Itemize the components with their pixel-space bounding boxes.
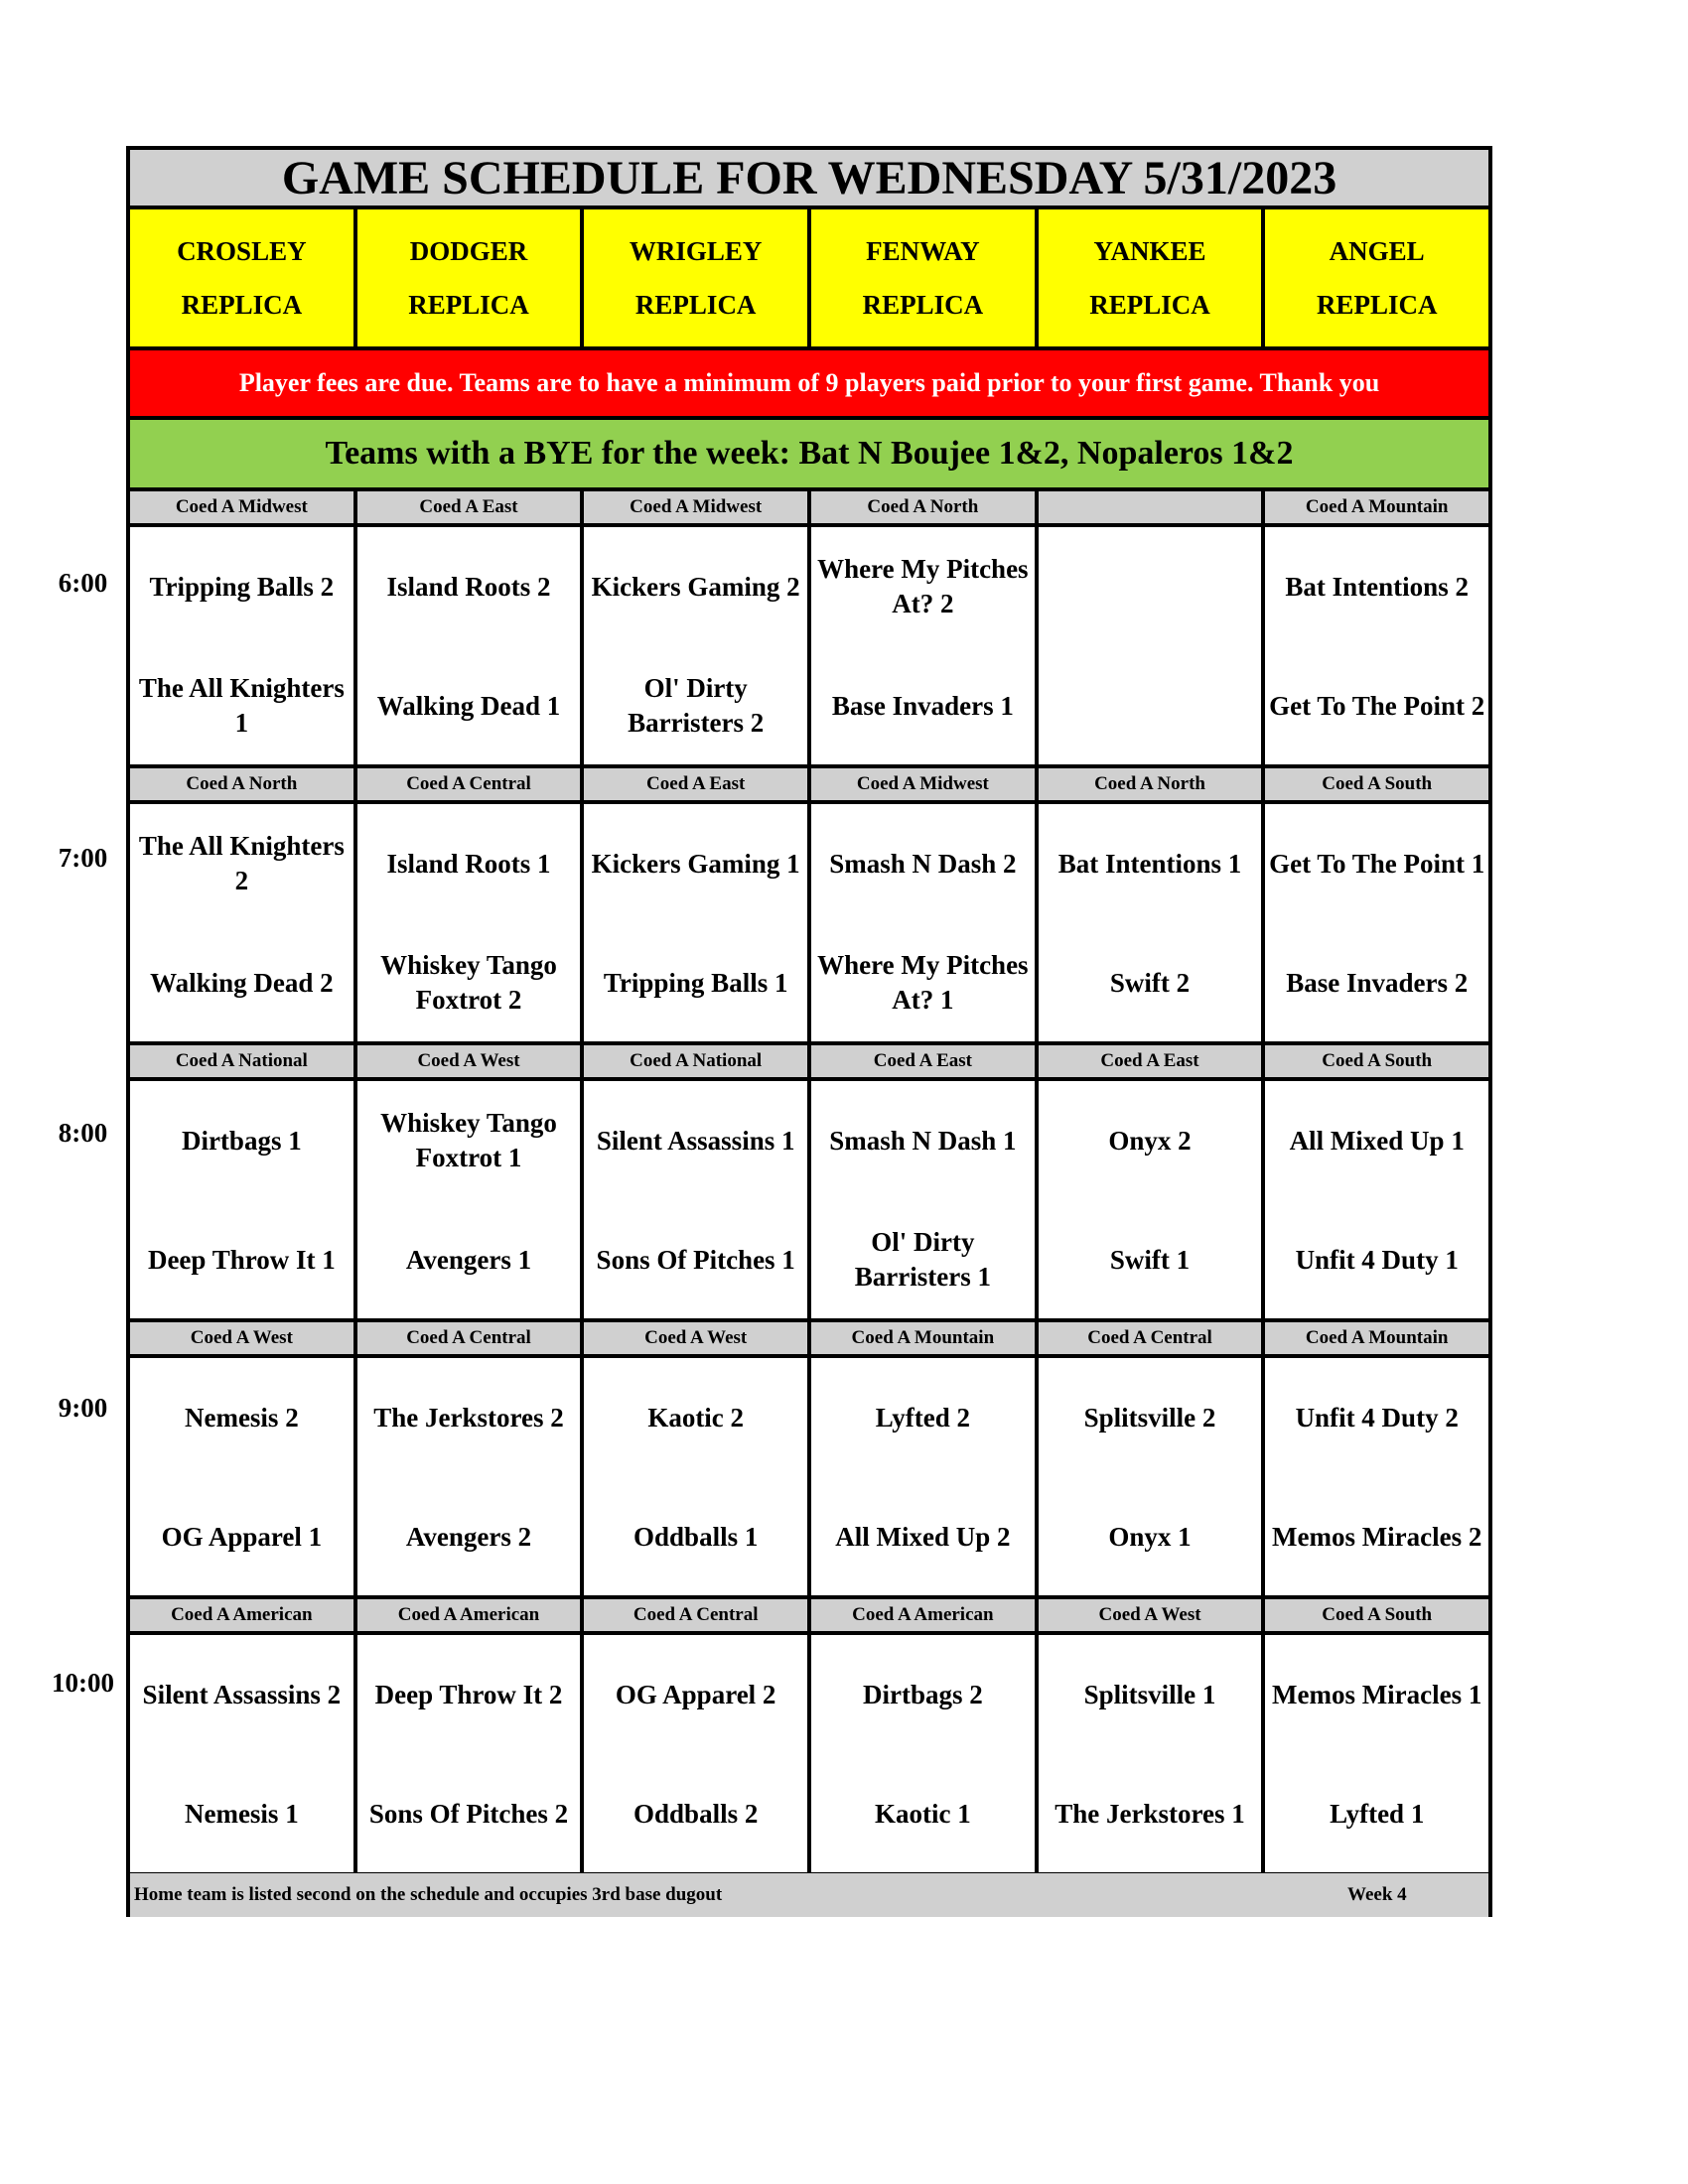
time-label-8-00: 8:00 [58, 1118, 108, 1148]
game-cell [811, 1358, 1039, 1595]
division-row [130, 1322, 1488, 1358]
division-row [130, 1045, 1488, 1081]
game-cell [584, 1635, 811, 1872]
away-team: Deep Throw It 2 [374, 1679, 563, 1709]
division-label: Coed A Midwest [811, 768, 1039, 800]
away-team: Lyfted 2 [875, 1402, 970, 1433]
division-label: Coed A West [357, 1045, 585, 1077]
division-label: Coed A American [811, 1599, 1039, 1631]
home-team: Get To The Point 2 [1269, 690, 1485, 721]
division-label: Coed A East [357, 491, 585, 523]
game-cell [584, 527, 811, 764]
division-label: Coed A North [811, 491, 1039, 523]
home-team: Walking Dead 2 [150, 967, 334, 998]
field-type: REPLICA [181, 290, 303, 320]
home-team: Swift 1 [1109, 1244, 1191, 1275]
schedule-title: GAME SCHEDULE FOR WEDNESDAY 5/31/2023 [130, 150, 1488, 209]
home-team: Where My Pitches At? 1 [817, 950, 1029, 1015]
division-label: Coed A Midwest [584, 491, 811, 523]
game-cell [584, 1081, 811, 1318]
game-cell [1265, 527, 1488, 764]
away-team: Nemesis 2 [184, 1402, 299, 1433]
game-cell [130, 804, 357, 1041]
division-label: Coed A Central [357, 1322, 585, 1354]
field-type: REPLICA [862, 290, 984, 320]
game-cell [584, 804, 811, 1041]
home-team: Ol' Dirty Barristers 1 [854, 1227, 991, 1292]
field-name: WRIGLEY [629, 236, 763, 266]
away-team: Get To The Point 1 [1269, 848, 1485, 879]
division-label: Coed A Central [357, 768, 585, 800]
away-team [1039, 527, 1262, 646]
away-team: Bat Intentions 2 [1285, 571, 1469, 602]
away-team: The Jerkstores 2 [373, 1402, 564, 1433]
field-header-row [130, 209, 1488, 350]
home-team: Oddballs 2 [633, 1798, 759, 1829]
away-team: Kickers Gaming 1 [591, 848, 800, 879]
field-dodger [357, 209, 585, 346]
division-label: Coed A Midwest [130, 491, 357, 523]
division-label: Coed A South [1265, 768, 1488, 800]
away-team: OG Apparel 2 [615, 1679, 776, 1709]
games-row [130, 527, 1488, 768]
game-cell [1265, 804, 1488, 1041]
games-row [130, 804, 1488, 1045]
away-team: Bat Intentions 1 [1057, 848, 1242, 879]
division-label: Coed A Central [1039, 1322, 1266, 1354]
home-team: Lyfted 1 [1330, 1798, 1425, 1829]
time-label-6-00: 6:00 [58, 568, 108, 598]
division-label: Coed A West [1039, 1599, 1266, 1631]
division-label: Coed A South [1265, 1045, 1488, 1077]
away-team: Silent Assassins 2 [142, 1679, 342, 1709]
field-name: FENWAY [866, 236, 980, 266]
away-team: Smash N Dash 2 [829, 848, 1017, 879]
home-team: Base Invaders 1 [831, 690, 1014, 721]
game-cell [1039, 1635, 1266, 1872]
division-label [1039, 491, 1266, 523]
division-label: Coed A Central [584, 1599, 811, 1631]
game-cell [357, 1358, 585, 1595]
home-team: Deep Throw It 1 [147, 1244, 336, 1275]
away-team: Unfit 4 Duty 2 [1295, 1402, 1459, 1433]
time-label-10-00: 10:00 [52, 1668, 114, 1698]
game-cell [357, 527, 585, 764]
game-schedule-table [126, 146, 1492, 1917]
away-team: Kickers Gaming 2 [591, 571, 800, 602]
home-team: Avengers 1 [405, 1244, 532, 1275]
away-team: Dirtbags 1 [181, 1125, 302, 1156]
field-wrigley [584, 209, 811, 346]
home-team: Ol' Dirty Barristers 2 [628, 673, 765, 738]
field-type: REPLICA [634, 290, 757, 320]
division-label: Coed A National [130, 1045, 357, 1077]
time-slot-9-00 [130, 1322, 1488, 1599]
away-team: Where My Pitches At? 2 [817, 554, 1029, 618]
division-label: Coed A East [1039, 1045, 1266, 1077]
home-team [1039, 646, 1262, 765]
division-label: Coed A East [584, 768, 811, 800]
field-type: REPLICA [408, 290, 529, 320]
field-name: ANGEL [1329, 236, 1425, 266]
away-team: Tripping Balls 2 [149, 571, 335, 602]
division-label: Coed A American [130, 1599, 357, 1631]
field-type: REPLICA [1089, 290, 1210, 320]
division-label: Coed A Mountain [1265, 1322, 1488, 1354]
division-label: Coed A East [811, 1045, 1039, 1077]
away-team: Memos Miracles 1 [1271, 1679, 1482, 1709]
division-label: Coed A Mountain [1265, 491, 1488, 523]
home-team: Whiskey Tango Foxtrot 2 [380, 950, 557, 1015]
game-cell [811, 1635, 1039, 1872]
away-team: Onyx 2 [1108, 1125, 1192, 1156]
division-label: Coed A South [1265, 1599, 1488, 1631]
schedule-footer [130, 1873, 1488, 1917]
game-cell [1039, 1081, 1266, 1318]
time-label-7-00: 7:00 [58, 843, 108, 873]
away-team: The All Knighters 2 [138, 831, 345, 895]
field-name: CROSLEY [177, 236, 307, 266]
field-crosley [130, 209, 357, 346]
games-row [130, 1358, 1488, 1599]
game-cell [130, 527, 357, 764]
division-label: Coed A North [130, 768, 357, 800]
game-cell [1039, 804, 1266, 1041]
time-slot-7-00 [130, 768, 1488, 1045]
home-team: Base Invaders 2 [1286, 967, 1469, 998]
game-cell [811, 804, 1039, 1041]
home-team-note: Home team is listed second on the schedule and occupies 3rd base dugout [134, 1884, 723, 1905]
time-slot-8-00 [130, 1045, 1488, 1322]
home-team: The All Knighters 1 [138, 673, 345, 738]
game-cell [584, 1358, 811, 1595]
game-cell [357, 1081, 585, 1318]
time-slot-6-00 [130, 491, 1488, 768]
division-label: Coed A West [130, 1322, 357, 1354]
home-team: Kaotic 1 [874, 1798, 971, 1829]
game-cell [130, 1635, 357, 1872]
player-fees-notice: Player fees are due. Teams are to have a minimum of 9 players paid prior to your first game. Thank you [130, 350, 1488, 420]
game-cell [1265, 1358, 1488, 1595]
game-cell [811, 527, 1039, 764]
division-row [130, 491, 1488, 527]
home-team: Memos Miracles 2 [1271, 1521, 1482, 1552]
time-slot-10-00 [130, 1599, 1488, 1876]
game-cell [130, 1081, 357, 1318]
home-team: Swift 2 [1109, 967, 1191, 998]
away-team: Dirtbags 2 [862, 1679, 983, 1709]
game-cell [1265, 1635, 1488, 1872]
game-cell [1039, 1358, 1266, 1595]
home-team: Walking Dead 1 [376, 690, 561, 721]
home-team: Avengers 2 [405, 1521, 532, 1552]
game-cell [357, 804, 585, 1041]
field-fenway [811, 209, 1039, 346]
away-team: Smash N Dash 1 [829, 1125, 1017, 1156]
division-row [130, 768, 1488, 804]
division-label: Coed A Mountain [811, 1322, 1039, 1354]
home-team: The Jerkstores 1 [1055, 1798, 1245, 1829]
field-yankee [1039, 209, 1266, 346]
away-team: Whiskey Tango Foxtrot 1 [380, 1108, 557, 1172]
game-cell [357, 1635, 585, 1872]
away-team: Splitsville 1 [1083, 1679, 1216, 1709]
field-name: DODGER [409, 236, 528, 266]
away-team: Splitsville 2 [1083, 1402, 1216, 1433]
away-team: All Mixed Up 1 [1289, 1125, 1465, 1156]
week-number: Week 4 [1347, 1884, 1407, 1905]
home-team: Unfit 4 Duty 1 [1295, 1244, 1459, 1275]
away-team: Kaotic 2 [647, 1402, 745, 1433]
home-team: Sons Of Pitches 1 [596, 1244, 795, 1275]
games-row [130, 1081, 1488, 1322]
games-row [130, 1635, 1488, 1876]
game-cell [130, 1358, 357, 1595]
bye-week-banner: Teams with a BYE for the week: Bat N Boujee 1&2, Nopaleros 1&2 [130, 420, 1488, 491]
home-team: All Mixed Up 2 [835, 1521, 1011, 1552]
field-name: YANKEE [1093, 236, 1206, 266]
field-type: REPLICA [1316, 290, 1438, 320]
home-team: Sons Of Pitches 2 [368, 1798, 569, 1829]
game-cell [811, 1081, 1039, 1318]
home-team: OG Apparel 1 [161, 1521, 323, 1552]
field-angel [1265, 209, 1488, 346]
division-label: Coed A West [584, 1322, 811, 1354]
time-label-9-00: 9:00 [58, 1393, 108, 1423]
game-cell [1265, 1081, 1488, 1318]
home-team: Tripping Balls 1 [603, 967, 788, 998]
home-team: Nemesis 1 [184, 1798, 299, 1829]
division-row [130, 1599, 1488, 1635]
away-team: Island Roots 2 [386, 571, 551, 602]
division-label: Coed A North [1039, 768, 1266, 800]
division-label: Coed A National [584, 1045, 811, 1077]
game-cell [1039, 527, 1266, 764]
home-team: Onyx 1 [1108, 1521, 1192, 1552]
away-team: Silent Assassins 1 [596, 1125, 795, 1156]
division-label: Coed A American [357, 1599, 585, 1631]
away-team: Island Roots 1 [386, 848, 551, 879]
home-team: Oddballs 1 [633, 1521, 759, 1552]
